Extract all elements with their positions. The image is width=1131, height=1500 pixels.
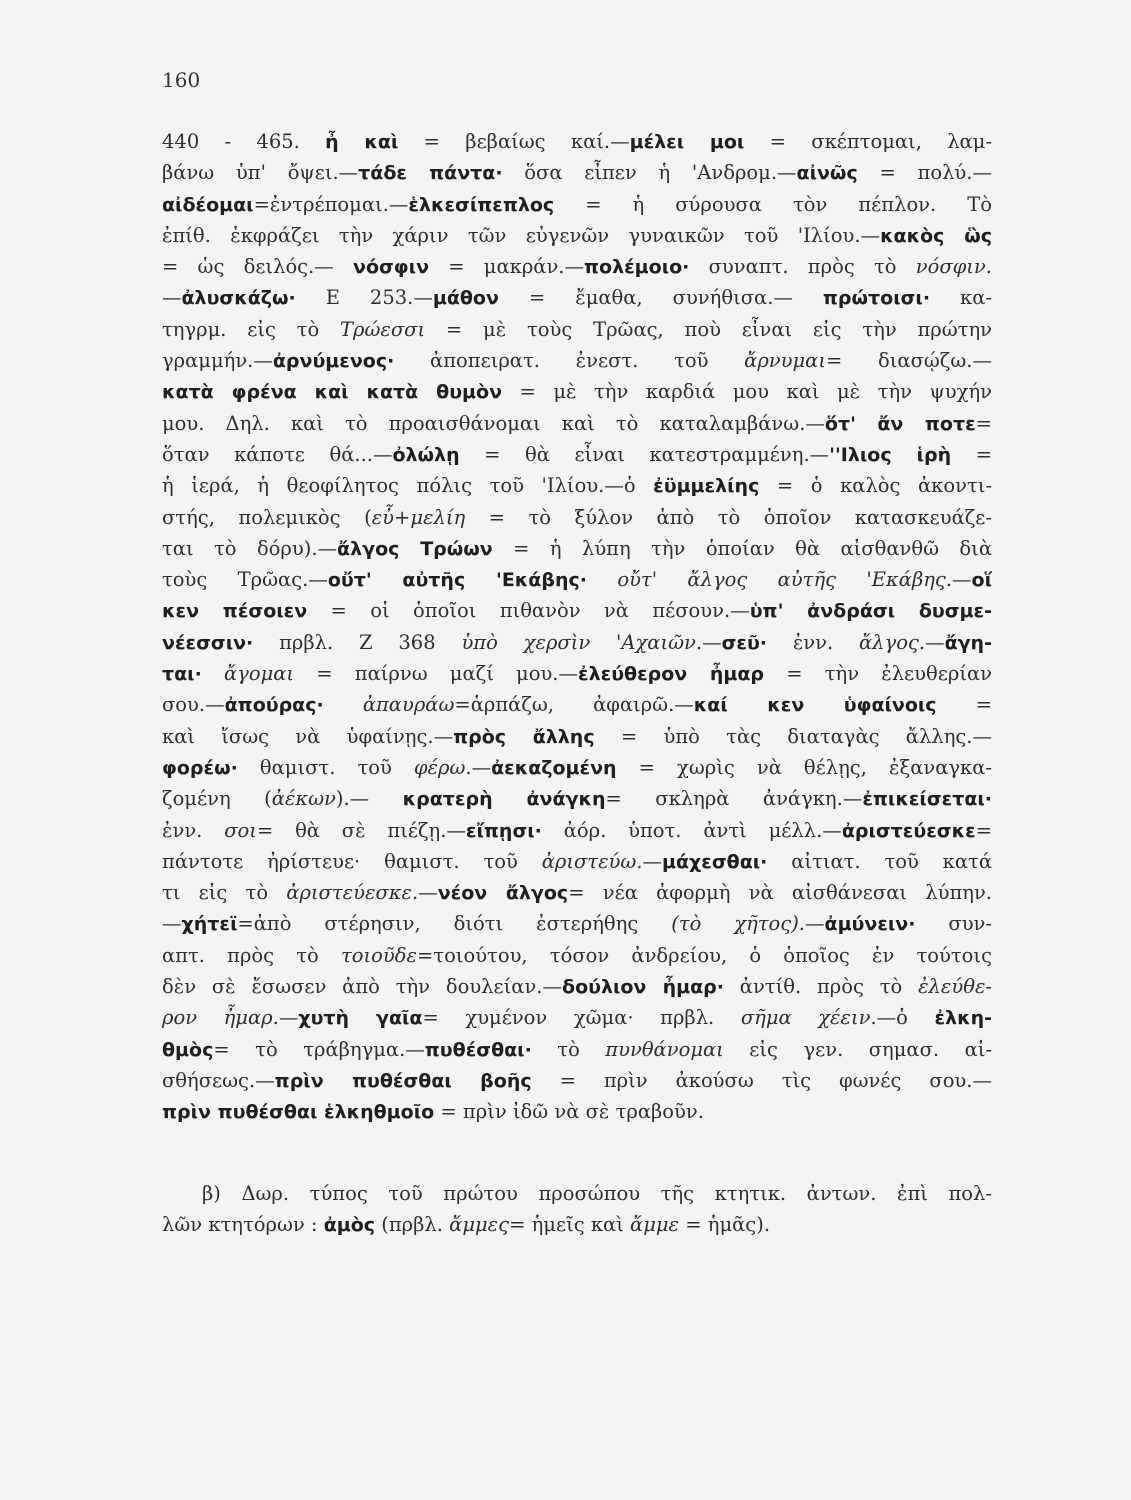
gloss-text: = θὰ σὲ πιέζῃ.— [256, 818, 466, 842]
text-line [162, 439, 992, 470]
gloss-text: = [975, 818, 992, 842]
gloss-text: — [278, 1006, 299, 1030]
text-line [162, 345, 992, 376]
text-line [162, 1002, 992, 1033]
gloss-text: συν- [915, 912, 992, 936]
text-line [162, 220, 992, 251]
text-line [162, 1178, 992, 1209]
text-line [162, 1096, 992, 1127]
gloss-text: β) Δωρ. τύπος τοῦ πρώτου προσώπου τῆς κτητικ. ἀντων. ἐπὶ πολ- [202, 1181, 992, 1205]
gloss-text: καὶ ἴσως νὰ ὑφαίνῃς.— [162, 724, 454, 748]
gloss-text: πρβλ. Ζ 368 [253, 630, 462, 654]
lemma-term: καί κεν ὑφαίνοις [693, 694, 937, 717]
gloss-text: ἀντίθ. πρὸς τὸ [723, 975, 919, 999]
lemma-term: ἄλγος Τρώων [337, 537, 493, 560]
lemma-term: ἦ καὶ [325, 131, 399, 153]
gloss-text: σθήσεως.— [162, 1068, 275, 1092]
gloss-text: = μακράν.— [429, 255, 584, 279]
gloss-text: = σκέπτομαι, λαμ- [744, 130, 992, 153]
lemma-term: ἀριστεύεσκε [841, 819, 976, 842]
gloss-text: =ἁρπάζω, ἀφαιρῶ.— [454, 693, 694, 717]
gloss-text: = [936, 693, 992, 717]
text-line [162, 658, 992, 689]
gloss-text: ὅσα εἶπεν ἡ 'Ανδρομ.— [502, 161, 797, 185]
gloss-text: = βεβαίως καί.— [398, 130, 630, 153]
cited-form: ἄμμες [449, 1212, 510, 1236]
gloss-text: = ἔμαθα, συνήθισα.— [498, 286, 823, 310]
gloss-text: τὸ [531, 1037, 606, 1061]
cited-form: ἄγομαι [224, 662, 295, 686]
gloss-text: = ἡ λύπη τὴν ὁποίαν θὰ αἰσθανθῶ διὰ [492, 536, 992, 560]
gloss-text [587, 568, 617, 591]
cited-form: ἄλγος. [859, 630, 926, 654]
page-number: 160 [162, 68, 201, 92]
gloss-text: μου. Δηλ. καὶ τὸ προαισθάνομαι καὶ τὸ καταλαμβάνω.— [162, 411, 825, 435]
lemma-term: ἀπούρας· [224, 694, 324, 717]
gloss-text: θαμιστ. τοῦ [237, 755, 414, 779]
cited-form: ρον ἦμαρ. [162, 1006, 279, 1030]
cited-form: εὖ+μελίη [371, 505, 466, 529]
gloss-text: εἰς γεν. σημασ. αἰ- [723, 1037, 992, 1061]
gloss-text: ἡ ἱερά, ἡ θεοφίλητος πόλις τοῦ 'Ιλίου.—ὁ [162, 474, 654, 498]
lemma-term: φορέω· [162, 756, 238, 779]
cited-form: σῆμα χέειν. [740, 1006, 877, 1030]
gloss-text: —ὁ [876, 1006, 935, 1030]
lemma-term: ἀμὸς [323, 1213, 376, 1236]
text-line [162, 314, 992, 345]
gloss-text: — [952, 568, 972, 592]
cited-form: οὔτ' ἄλγος αὐτῆς 'Εκάβης. [617, 568, 953, 592]
paragraph-gap [162, 1128, 992, 1178]
gloss-text: αἰτιατ. τοῦ κατά [767, 849, 992, 873]
text-line [162, 877, 992, 908]
text-line [162, 815, 992, 846]
gloss-text: ται τὸ δόρυ).— [162, 536, 338, 560]
gloss-text: = ὡς δειλός.— [162, 255, 354, 279]
gloss-text: (πρβλ. [375, 1212, 450, 1236]
gloss-text: 440 - 465. [162, 130, 326, 153]
lemma-term: πρὸς ἄλλης [453, 725, 595, 748]
gloss-text: = χωρὶς νὰ θέλῃς, ἐξαναγκα- [616, 755, 992, 779]
gloss-text: ).— [335, 787, 403, 811]
cited-form: νόσφιν. [915, 255, 992, 279]
lemma-term: χυτὴ γαῖα [298, 1007, 423, 1030]
gloss-text: ἐπίθ. ἐκφράζει τὴν χάριν τῶν εὐγενῶν γυναικῶν τοῦ 'Ιλίου.— [162, 223, 881, 247]
lemma-term: πολέμοιο· [584, 256, 690, 279]
text-line [162, 1209, 992, 1240]
gloss-text: ἀόρ. ὑποτ. ἀντὶ μέλλ.— [541, 818, 842, 842]
gloss-text: = θὰ εἶναι κατεστραμμένη.— [459, 442, 830, 466]
gloss-text [324, 693, 363, 716]
gloss-text: = [951, 442, 992, 466]
cited-form: ἐλεύθε- [918, 975, 992, 999]
gloss-text: πάντοτε ἠρίστευε· θαμιστ. τοῦ [162, 849, 542, 873]
gloss-text: ἐνν. [162, 818, 225, 842]
lemma-term: δούλιον ἦμαρ· [562, 976, 724, 999]
text-line [162, 502, 992, 533]
lemma-term: νέεσσιν· [162, 631, 254, 654]
cited-form: Τρώεσσι [340, 317, 426, 341]
gloss-text: = [975, 411, 992, 435]
lemma-term: πρώτοισι· [822, 287, 931, 310]
gloss-text: = παίρνω μαζί μου.— [294, 662, 579, 686]
lemma-term: νέον ἄλγος [437, 882, 569, 905]
text-line [162, 1034, 992, 1065]
gloss-text: = τὴν ἐλευθερίαν [764, 662, 992, 686]
text-line [162, 721, 992, 752]
gloss-text: = χυμένον χῶμα· πρβλ. [422, 1006, 741, 1030]
gloss-text: = πρὶν ἀκούσω τὶς φωνές σου.— [531, 1068, 992, 1092]
cited-form: σοι [224, 818, 257, 842]
lemma-term: ἀεκαζομένη [491, 756, 617, 779]
gloss-text: = τὸ τράβηγμα.— [213, 1037, 425, 1061]
gloss-text: = ἡμᾶς). [679, 1212, 771, 1236]
gloss-text: δὲν σὲ ἔσωσεν ἀπὸ τὴν δουλείαν.— [162, 975, 563, 999]
gloss-text: — [418, 881, 438, 905]
gloss-text: στής, πολεμικὸς ( [162, 505, 372, 529]
gloss-text: = ὑπὸ τὰς διαταγὰς ἄλλης.— [594, 724, 992, 748]
lemma-term: χήτεϊ [181, 913, 238, 936]
lemma-term: ἐϋμμελίης [653, 475, 760, 498]
gloss-text: συναπτ. πρὸς τὸ [689, 255, 916, 279]
paragraph [162, 126, 992, 1128]
lemma-term: ὑπ' ἀνδράσι δυσμε- [749, 600, 992, 623]
gloss-text: ἐνν. [767, 630, 860, 654]
gloss-text: = πρὶν ἰδῶ νὰ σὲ τραβοῦν. [434, 1100, 704, 1124]
lemma-term: ὅτ' ἄν ποτε [824, 412, 976, 435]
gloss-text: — [925, 630, 945, 654]
lemma-term: ἐλεύθερον ἦμαρ [578, 663, 765, 686]
cited-form: ἀπαυράω [362, 693, 455, 717]
text-line [162, 971, 992, 1002]
gloss-text: = οἱ ὁποῖοι πιθανὸν νὰ πέσουν.— [307, 599, 750, 623]
lemma-term: ''Ιλιος ἱρὴ [829, 443, 952, 466]
lemma-term: μάθον [432, 287, 499, 310]
text-line [162, 627, 992, 658]
gloss-text: ζομένη ( [162, 787, 272, 811]
lemma-term: ται· [162, 663, 202, 686]
lemma-term: αἰδέομαι [162, 193, 254, 216]
text-line [162, 752, 992, 783]
lemma-term: πρὶν πυθέσθαι ἑλκηθμοῖο [162, 1101, 435, 1124]
lemma-term: ὀλώλῃ [392, 443, 460, 466]
gloss-text: = σκληρὰ ἀνάγκη.— [605, 787, 863, 811]
gloss-text: — [805, 912, 825, 936]
gloss-text: = διασῴζω.— [826, 349, 992, 373]
gloss-text: σου.— [162, 693, 225, 717]
gloss-text: βάνω ὑπ' ὄψει.— [162, 161, 359, 185]
cited-form: ἄμμε [630, 1212, 680, 1236]
text-line [162, 157, 992, 188]
cited-form: τοιοῦδε [340, 943, 417, 967]
text-line [162, 564, 992, 595]
gloss-text: απτ. πρὸς τὸ [162, 943, 341, 967]
lemma-term: ἐλκη- [934, 1007, 992, 1030]
gloss-text: = ἡμεῖς καὶ [509, 1212, 631, 1236]
gloss-text: κα- [930, 286, 992, 310]
lemma-term: κατὰ φρένα καὶ κατὰ θυμὸν [162, 381, 503, 404]
gloss-text: τηγρμ. εἰς τὸ [162, 317, 341, 341]
gloss-text [202, 662, 224, 685]
gloss-text: — [642, 849, 662, 873]
text-line [162, 595, 992, 626]
text-line [162, 783, 992, 814]
text-line [162, 846, 992, 877]
gloss-text: Ε 253.— [295, 286, 433, 310]
text-line [162, 189, 992, 220]
text-line [162, 689, 992, 720]
gloss-text: ὅταν κάποτε θά...— [162, 442, 393, 466]
gloss-text: ἀποπειρατ. ἐνεστ. τοῦ [394, 349, 745, 373]
lemma-term: σεῦ· [721, 631, 767, 654]
lemma-term: εἴπῃσι· [465, 819, 542, 842]
cited-form: ὑπὸ χερσὶν 'Αχαιῶν. [461, 630, 703, 654]
lemma-term: ἑλκεσίπεπλος [408, 193, 555, 216]
gloss-text: = τὸ ξύλον ἀπὸ τὸ ὁποῖον κατασκευάζε- [465, 505, 992, 529]
cited-form: ἀριστεύω. [541, 849, 643, 873]
cited-form: φέρω. [413, 755, 472, 779]
text-line [162, 126, 992, 157]
text-line [162, 376, 992, 407]
lemma-term: κεν πέσοιεν [162, 600, 308, 623]
lemma-term: ἐπικείσεται· [862, 788, 992, 811]
lemma-term: κρατερὴ ἀνάγκη [402, 788, 606, 811]
text-line [162, 470, 992, 501]
cited-form: ἀριστεύεσκε. [286, 881, 419, 905]
gloss-text: τοὺς Τρῶας.— [162, 568, 328, 592]
lemma-term: πρὶν πυθέσθαι βοῆς [274, 1069, 532, 1092]
gloss-text: γραμμήν.— [162, 349, 273, 373]
gloss-text: =ἐντρέπομαι.— [253, 192, 409, 216]
gloss-text: =ἀπὸ στέρησιν, διότι ἐστερήθης [237, 912, 672, 936]
text-line [162, 533, 992, 564]
lemma-term: ἄγη- [944, 631, 992, 654]
lemma-term: μέλει μοι [629, 131, 745, 153]
lemma-term: μάχεσθαι· [661, 850, 768, 873]
cited-form: (τὸ χῆτος). [671, 912, 806, 936]
gloss-text: — [702, 630, 722, 654]
cited-form: ἄρνυμαι [744, 349, 826, 373]
cited-form: ἀέκων [271, 787, 336, 811]
gloss-text: = μὲ τοὺς Τρῶας, ποὺ εἶναι εἰς τὴν πρώτην [425, 317, 992, 341]
lemma-term: οἵ [971, 569, 992, 592]
text-line [162, 1065, 992, 1096]
text-line [162, 940, 992, 971]
gloss-text: — [471, 755, 492, 779]
lemma-term: τάδε πάντα· [358, 162, 503, 185]
text-line [162, 251, 992, 282]
cited-form: πυνθάνομαι [605, 1037, 724, 1061]
gloss-text: λῶν κτητόρων : [162, 1212, 324, 1236]
lemma-term: αἰνῶς [796, 162, 858, 185]
lemma-term: θμὸς [162, 1038, 214, 1061]
gloss-text: — [162, 286, 182, 310]
lemma-term: πυθέσθαι· [424, 1038, 532, 1061]
gloss-text: — [162, 912, 182, 936]
text-line [162, 282, 992, 313]
lemma-term: ἀρνύμενος· [272, 350, 395, 373]
paragraph [162, 1178, 992, 1241]
lemma-term: νόσφιν [353, 256, 430, 279]
gloss-text: = ἡ σύρουσα τὸν πέπλον. Τὸ [554, 192, 992, 216]
lemma-term: ἀμύνειν· [824, 913, 916, 936]
gloss-text: τι εἰς τὸ [162, 881, 287, 905]
gloss-text: =τοιούτου, τόσον ἀνδρείου, ὁ ὁποῖος ἐν τούτοις [416, 943, 992, 967]
gloss-text: = ὁ καλὸς ἀκοντι- [759, 474, 992, 498]
text-line [162, 908, 992, 939]
lemma-term: κακὸς ὣς [880, 224, 992, 247]
gloss-text: = μὲ τὴν καρδιά μου καὶ μὲ τὴν ψυχήν [502, 380, 992, 404]
commentary-text [162, 126, 992, 1240]
lemma-term: οὔτ' αὐτῆς 'Εκάβης· [327, 569, 587, 592]
text-line [162, 408, 992, 439]
lemma-term: ἀλυσκάζω· [181, 287, 296, 310]
gloss-text: = νέα ἀφορμὴ νὰ αἰσθάνεσαι λύπην. [568, 881, 992, 905]
gloss-text: = πολύ.— [857, 161, 992, 185]
